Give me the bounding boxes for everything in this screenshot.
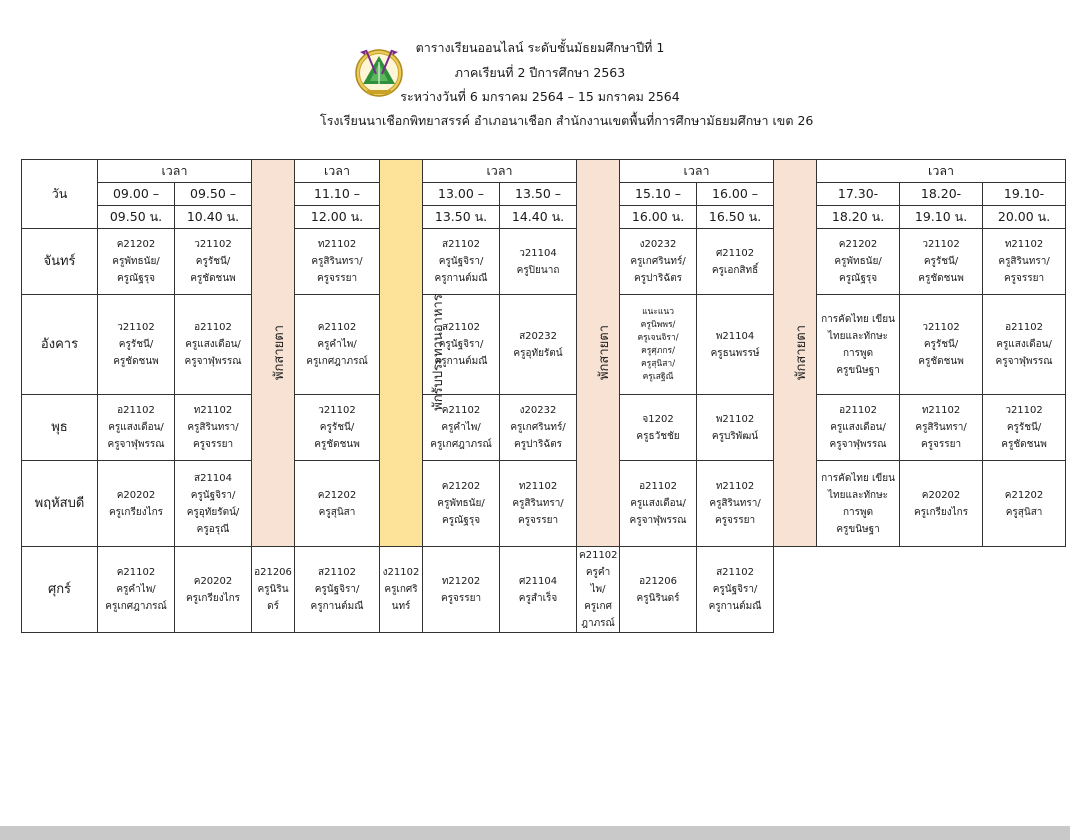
teacher-name: ครูเกศรินทร์/ xyxy=(510,422,566,433)
class-cell xyxy=(98,229,175,295)
time-start-cell xyxy=(620,183,697,206)
class-cell xyxy=(500,395,577,461)
teacher-name: ครูเกรียงไกร xyxy=(913,506,969,518)
subject-code: ท21202 xyxy=(441,575,481,587)
subject-code: พ21104 xyxy=(715,330,755,342)
subject-code: ง20232 xyxy=(639,239,677,250)
teacher-name: ครูอุทัยรัตน์/ xyxy=(186,506,240,518)
class-cell xyxy=(620,461,697,547)
class-cell xyxy=(620,229,697,295)
teacher-name: ครูจรรยา xyxy=(192,439,234,450)
teacher-name: ครูกานต์มณี xyxy=(434,356,488,367)
day-name: พฤหัสบดี xyxy=(34,496,85,511)
teacher-name: ครูแสงเดือน/ xyxy=(185,339,241,350)
lunch-column xyxy=(380,160,446,547)
class-cell xyxy=(817,461,900,547)
teacher-name: ครูนัฐจิรา/ xyxy=(712,584,758,595)
time-start-cell xyxy=(423,183,500,206)
teacher-name: ครูกานต์มณี xyxy=(708,601,762,612)
subject-code: ส21102 xyxy=(442,322,480,333)
subject-code: ค21202 xyxy=(838,239,878,250)
time-start: 16.00 – xyxy=(712,186,759,201)
teacher-name: ครูสุนิสา/ xyxy=(640,358,676,369)
time-start: 13.00 – xyxy=(438,186,485,201)
subject-code: ค21202 xyxy=(1004,489,1044,501)
teacher-name: ครูณัฐรุจ xyxy=(116,273,156,284)
teacher-name: ครูแสงเดือน/ xyxy=(996,339,1052,350)
teacher-name: ครูจาฬุพรรณ xyxy=(629,515,687,526)
time-end: 09.50 น. xyxy=(109,209,163,224)
time-start-cell xyxy=(817,183,900,206)
teacher-name: ครูแสงเดือน/ xyxy=(630,498,686,509)
teacher-name: ครูคำไพ/ xyxy=(116,584,156,595)
class-cell xyxy=(697,229,774,295)
class-cell xyxy=(697,295,774,395)
teacher-name: ครูนิรินดร์ xyxy=(636,592,680,604)
time-start: 17.30- xyxy=(837,186,879,201)
class-cell xyxy=(900,229,983,295)
teacher-name: ครูชัดชนพ xyxy=(1001,439,1047,450)
day-name-cell xyxy=(22,229,98,295)
subject-code: อ21102 xyxy=(117,405,155,416)
day-header-label: วัน xyxy=(51,186,68,201)
teacher-name: ครูจาฬุพรรณ xyxy=(184,356,242,367)
time-end-cell xyxy=(500,206,577,229)
class-cell xyxy=(423,461,500,547)
day-name-cell xyxy=(22,395,98,461)
time-start: 19.10- xyxy=(1003,186,1045,201)
teacher-name: ครูสิรินทรา/ xyxy=(311,256,363,267)
time-end-cell xyxy=(175,206,252,229)
teacher-name: ครูสำเร็จ xyxy=(518,592,558,604)
teacher-name: ครูพัทธนัย/ xyxy=(437,498,485,509)
teacher-name: ครูธนพรรษ์ xyxy=(710,347,760,359)
teacher-name: ครูแสงเดือน/ xyxy=(108,422,164,433)
class-cell xyxy=(697,547,774,633)
time-group-header xyxy=(98,160,252,183)
time-start: 11.10 – xyxy=(314,186,361,201)
teacher-name: ครูสิรินทรา/ xyxy=(187,422,239,433)
teacher-name: ครูจาฬุพรรณ xyxy=(995,356,1053,367)
subject-code: ค21102 xyxy=(441,405,481,416)
teacher-name: ครูกานต์มณี xyxy=(310,601,364,612)
subject-code: ง21102 xyxy=(382,567,420,578)
subject-code: ว21102 xyxy=(922,239,960,250)
teacher-name: ครูขนิษฐา xyxy=(836,364,880,376)
time-end: 13.50 น. xyxy=(434,209,488,224)
time-end-cell xyxy=(423,206,500,229)
class-cell xyxy=(983,229,1066,295)
subject-code: ว21104 xyxy=(519,247,557,259)
subject-code: ท21102 xyxy=(193,405,233,416)
teacher-name: ครูจรรยา xyxy=(920,439,962,450)
subject-code: ท21102 xyxy=(715,481,755,492)
subject-code: แนะแนว xyxy=(642,306,674,317)
teacher-name: ครูเกศรินทร์ xyxy=(384,584,418,612)
break-column xyxy=(577,160,620,547)
time-start-cell xyxy=(697,183,774,206)
subject-code: ค20202 xyxy=(116,489,156,501)
teacher-name: ครูสิรินทรา/ xyxy=(915,422,967,433)
subject-code: อ21206 xyxy=(639,575,677,587)
header-row-1 xyxy=(22,160,1066,183)
teacher-name: ครูเกศรินทร์/ xyxy=(630,256,686,267)
time-group-header xyxy=(620,160,774,183)
title-block xyxy=(320,36,814,128)
teacher-name: ครูเจนจิรา/ xyxy=(637,332,679,343)
break-column-label: พักสายตา xyxy=(597,324,613,381)
class-cell xyxy=(500,295,577,395)
teacher-name: การพูด xyxy=(842,347,874,359)
subject-code: อ21102 xyxy=(639,481,677,492)
class-cell xyxy=(900,395,983,461)
teacher-name: ครูสิรินทรา/ xyxy=(512,498,564,509)
teacher-name: ครูนัฐจิรา/ xyxy=(438,256,484,267)
break-column-label: พักสายตา xyxy=(272,324,288,381)
teacher-name: ครูเกศฎาภรณ์ xyxy=(105,601,167,612)
teacher-name: ไทยและทักษะ xyxy=(828,489,889,501)
teacher-name: ครูจรรยา xyxy=(440,592,482,604)
teacher-name: ครูจรรยา xyxy=(714,515,756,526)
teacher-name: ครูเกรียงไกร xyxy=(185,592,241,604)
teacher-name: ครูรัชนี/ xyxy=(923,339,959,350)
subject-code: ค20202 xyxy=(193,575,233,587)
teacher-name: ครูบริพัฒน์ xyxy=(711,430,759,442)
time-group-label: เวลา xyxy=(486,163,513,178)
break-column xyxy=(252,160,295,547)
subject-code: ว21102 xyxy=(922,322,960,333)
time-start-cell xyxy=(900,183,983,206)
class-cell xyxy=(295,395,380,461)
title-line-3: ระหว่างวันที่ 6 มกราคม 2564 – 15 มกราคม 2564 xyxy=(400,89,680,104)
time-start-cell xyxy=(500,183,577,206)
class-cell xyxy=(577,547,620,633)
subject-code: ส21102 xyxy=(442,239,480,250)
subject-code: ท21102 xyxy=(921,405,961,416)
time-end: 19.10 น. xyxy=(914,209,968,224)
teacher-name: ครูปิยนาถ xyxy=(516,264,560,276)
time-start-row xyxy=(22,183,1066,206)
day-row xyxy=(22,395,1066,461)
teacher-name: ครูณัฐรุจ xyxy=(839,273,878,284)
teacher-name: ครูเสฐิณี xyxy=(642,371,674,382)
teacher-name: ครูเกศฎาภรณ์ xyxy=(430,439,492,450)
teacher-name: ครูเกศฎาภรณ์ xyxy=(306,356,368,367)
class-cell xyxy=(983,295,1066,395)
time-end: 16.00 น. xyxy=(631,209,685,224)
teacher-name: ครูเอกสิทธิ์ xyxy=(711,264,759,276)
teacher-name: ครูนัฐจิรา/ xyxy=(314,584,360,595)
teacher-name: ครูแสงเดือน/ xyxy=(830,422,886,433)
teacher-name: ครูจรรยา xyxy=(316,273,358,284)
title-line-2: ภาคเรียนที่ 2 ปีการศึกษา 2563 xyxy=(454,64,626,80)
subject-code: ค21102 xyxy=(317,322,357,333)
time-group-label: เวลา xyxy=(683,163,710,178)
time-start-cell xyxy=(98,183,175,206)
subject-code: ส21102 xyxy=(318,567,356,578)
teacher-name: ครูชัดชนพ xyxy=(190,273,236,284)
time-start: 09.50 – xyxy=(190,186,237,201)
time-end-cell xyxy=(697,206,774,229)
teacher-name: ครูสิรินทรา/ xyxy=(998,256,1050,267)
class-cell xyxy=(175,547,252,633)
class-cell xyxy=(983,461,1066,547)
teacher-name: ครูรัชนี/ xyxy=(923,256,959,267)
time-start-cell xyxy=(175,183,252,206)
teacher-name: ครูชัดชนพ xyxy=(918,356,964,367)
time-end: 10.40 น. xyxy=(186,209,240,224)
subject-code: ว21102 xyxy=(1005,405,1043,416)
teacher-name: ครูนัฐจิรา/ xyxy=(438,339,484,350)
teacher-name: ครูพัทธนัย/ xyxy=(834,256,882,267)
subject-code: ท21102 xyxy=(317,239,357,250)
teacher-name: ครูชัดชนพ xyxy=(113,356,159,367)
time-end-cell xyxy=(620,206,697,229)
teacher-name: ครูนิรินดร์ xyxy=(257,584,289,612)
class-cell xyxy=(295,295,380,395)
teacher-name: ครูรัชนี/ xyxy=(118,339,154,350)
day-name: พุธ xyxy=(51,420,68,435)
teacher-name: ครูคำไพ/ xyxy=(441,422,481,433)
day-row xyxy=(22,461,1066,547)
class-cell xyxy=(98,461,175,547)
teacher-name: ครูรัชนี/ xyxy=(195,256,231,267)
subject-code: การคัดไทย เขียน xyxy=(821,313,895,325)
class-cell xyxy=(697,461,774,547)
subject-code: ส21102 xyxy=(716,567,754,578)
teacher-name: ครูสิรินทรา/ xyxy=(709,498,761,509)
class-cell xyxy=(175,295,252,395)
class-cell xyxy=(423,547,500,633)
subject-code: ค21102 xyxy=(116,567,156,578)
teacher-name: ไทยและทักษะ xyxy=(828,330,889,342)
subject-code: ค21202 xyxy=(317,489,357,501)
subject-code: อ21102 xyxy=(1005,322,1043,333)
day-name: จันทร์ xyxy=(43,254,76,269)
subject-code: ว21102 xyxy=(117,322,155,333)
time-end: 18.20 น. xyxy=(831,209,885,224)
title-line-1: ตารางเรียนออนไลน์ ระดับชั้นมัธยมศึกษาปีที่ 1 xyxy=(415,40,665,55)
break-column xyxy=(774,160,817,547)
class-cell xyxy=(175,229,252,295)
time-end-cell xyxy=(900,206,983,229)
teacher-name: ครูจาฬุพรรณ xyxy=(107,439,165,450)
time-group-header xyxy=(817,160,1066,183)
teacher-name: ครูคำไพ/ xyxy=(317,339,357,350)
class-cell xyxy=(175,395,252,461)
teacher-name: ครูขนิษฐา xyxy=(836,523,880,535)
subject-code: ค21202 xyxy=(116,239,156,250)
time-end-cell xyxy=(817,206,900,229)
time-start-cell xyxy=(983,183,1066,206)
break-column-label: พักสายตา xyxy=(794,324,810,381)
subject-code: ง20232 xyxy=(519,405,557,416)
subject-code: จ1202 xyxy=(642,413,674,425)
teacher-name: ครูธวัชชัย xyxy=(636,430,680,442)
time-group-header xyxy=(295,160,380,183)
class-cell xyxy=(900,295,983,395)
teacher-name: ครูปาริฉัตร xyxy=(633,273,683,284)
teacher-name: ครูสุนิสา xyxy=(1005,506,1043,518)
class-cell xyxy=(500,229,577,295)
teacher-name: ครูอรุณี xyxy=(196,523,230,535)
class-cell xyxy=(500,461,577,547)
class-cell xyxy=(500,547,577,633)
time-start: 15.10 – xyxy=(635,186,682,201)
day-name: อังคาร xyxy=(40,337,79,352)
subject-code: ท21102 xyxy=(1004,239,1044,250)
time-end-row xyxy=(22,206,1066,229)
class-cell xyxy=(817,395,900,461)
title-line-4: โรงเรียนนาเชือกพิทยาสรรค์ อำเภอนาเชือก สำนักงานเขตพื้นที่การศึกษามัธยมศึกษา เขต 26 xyxy=(320,113,814,128)
time-end: 16.50 น. xyxy=(708,209,762,224)
day-row xyxy=(22,547,1066,633)
subject-code: การคัดไทย เขียน xyxy=(821,472,895,484)
teacher-name: ครูรัชนี/ xyxy=(319,422,355,433)
class-cell xyxy=(817,229,900,295)
teacher-name: ครูอุทัยรัตน์ xyxy=(513,347,563,359)
class-cell xyxy=(295,547,380,633)
class-cell xyxy=(817,295,900,395)
teacher-name: ครูณัฐรุจ xyxy=(441,515,481,526)
class-cell xyxy=(983,395,1066,461)
teacher-name: ครูกานต์มณี xyxy=(434,273,488,284)
time-end: 14.40 น. xyxy=(511,209,565,224)
time-group-label: เวลา xyxy=(324,163,350,178)
class-cell xyxy=(423,229,500,295)
subject-code: ว21102 xyxy=(194,239,232,250)
class-cell xyxy=(98,547,175,633)
time-group-header xyxy=(423,160,577,183)
class-cell xyxy=(900,461,983,547)
teacher-name: การพูด xyxy=(842,506,874,518)
time-start: 18.20- xyxy=(920,186,962,201)
time-end-cell xyxy=(983,206,1066,229)
day-name-cell xyxy=(22,295,98,395)
time-start: 09.00 – xyxy=(112,186,159,201)
teacher-name: ครูนัฐจิรา/ xyxy=(190,489,236,501)
class-cell xyxy=(620,295,697,395)
class-cell xyxy=(697,395,774,461)
day-name-cell xyxy=(22,547,98,633)
class-cell xyxy=(175,461,252,547)
time-end-cell xyxy=(295,206,380,229)
day-row xyxy=(22,295,1066,395)
lunch-column-label: พักรับประทานอาหาร xyxy=(430,294,446,411)
teacher-name: ครูจรรยา xyxy=(517,515,559,526)
subject-code: ศ21102 xyxy=(715,247,755,259)
time-end: 20.00 น. xyxy=(997,209,1051,224)
time-group-label: เวลา xyxy=(928,163,955,178)
time-start: 13.50 – xyxy=(515,186,562,201)
subject-code: ค21102 xyxy=(579,550,618,561)
teacher-name: ครูปาริฉัตร xyxy=(513,439,563,450)
subject-code: ท21102 xyxy=(518,481,558,492)
teacher-name: ครูเกศฎาภรณ์ xyxy=(581,601,615,629)
class-cell xyxy=(620,547,697,633)
timetable xyxy=(21,159,1066,633)
teacher-name: ครูพัทธนัย/ xyxy=(112,256,160,267)
time-end: 12.00 น. xyxy=(310,209,364,224)
teacher-name: ครูศุภกร/ xyxy=(641,345,675,356)
teacher-name: ครูเกรียงไกร xyxy=(108,506,164,518)
class-cell xyxy=(380,547,423,633)
day-row xyxy=(22,229,1066,295)
subject-code: ค21202 xyxy=(441,481,481,492)
class-cell xyxy=(98,395,175,461)
teacher-name: ครูสุนิสา xyxy=(318,506,356,518)
class-cell xyxy=(252,547,295,633)
subject-code: ส20232 xyxy=(519,330,557,342)
teacher-name: ครูนิพพร/ xyxy=(640,319,676,330)
teacher-name: ครูจรรยา xyxy=(1003,273,1045,284)
day-header xyxy=(22,160,98,229)
class-cell xyxy=(295,461,380,547)
teacher-name: ครูชัดชนพ xyxy=(314,439,360,450)
subject-code: ว21102 xyxy=(318,405,356,416)
document-header xyxy=(0,36,1070,146)
subject-code: อ21102 xyxy=(194,322,232,333)
subject-code: ค20202 xyxy=(921,489,961,501)
time-end-cell xyxy=(98,206,175,229)
teacher-name: ครูจาฬุพรรณ xyxy=(829,439,887,450)
teacher-name: ครูคำไพ/ xyxy=(585,567,611,595)
time-start-cell xyxy=(295,183,380,206)
class-cell xyxy=(620,395,697,461)
subject-code: อ21206 xyxy=(254,567,292,578)
time-group-label: เวลา xyxy=(161,163,188,178)
day-name: ศุกร์ xyxy=(47,582,72,597)
class-cell xyxy=(98,295,175,395)
day-name-cell xyxy=(22,461,98,547)
bottom-scrollbar[interactable] xyxy=(0,826,1070,840)
teacher-name: ครูรัชนี/ xyxy=(1006,422,1042,433)
subject-code: ส21104 xyxy=(194,472,232,484)
subject-code: อ21102 xyxy=(839,405,877,416)
subject-code: ศ21104 xyxy=(518,575,558,587)
class-cell xyxy=(295,229,380,295)
subject-code: พ21102 xyxy=(715,413,755,425)
teacher-name: ครูชัดชนพ xyxy=(918,273,964,284)
